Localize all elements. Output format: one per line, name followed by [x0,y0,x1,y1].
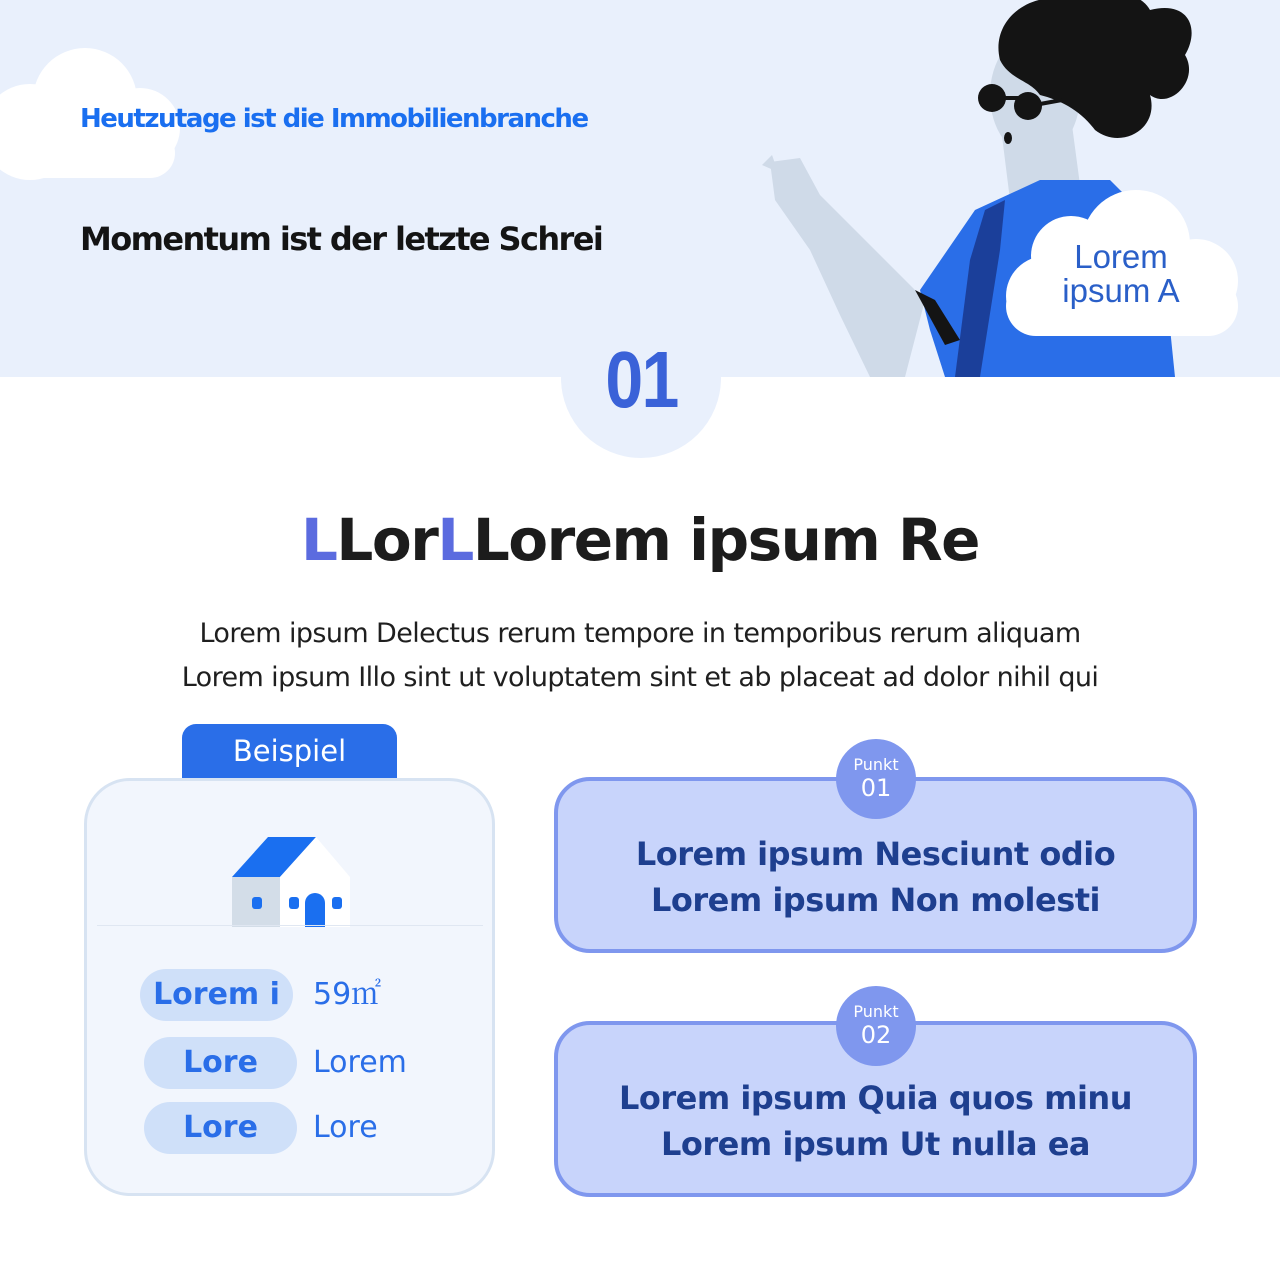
hero-subtitle: Heutzutage ist die Immobilienbranche [80,104,588,134]
description [0,612,1280,700]
row-label: Lorem i [140,969,293,1021]
cloud-badge [996,186,1246,346]
point-line2: Lorem ipsum Non molesti [650,881,1101,919]
row-value: Lorem [313,1045,407,1080]
card-divider [97,925,483,926]
description-line2: Lorem ipsum Illo sint ut voluptatem sint et ab placeat ad dolor nihil qui [181,662,1099,693]
row-value: Lore [313,1110,378,1145]
section-number-circle [561,298,721,458]
badge-number: 02 [860,1021,892,1049]
badge-label: Punkt [853,1002,899,1021]
main-title-part4: Lorem ipsum Re [472,506,980,574]
cloud-badge-line1: Lorem [1074,238,1168,275]
row-value: 59㎡ [313,977,382,1012]
example-tab: Beispiel [182,724,397,780]
example-card [84,778,495,1196]
main-title [0,506,1280,574]
section-number: 01 [604,335,678,424]
point-badge-1 [836,739,916,819]
row-label: Lore [144,1102,297,1154]
main-title-part2: Lor [336,506,438,574]
cloud-badge-text [1036,240,1206,308]
cloud-decoration [0,0,200,200]
point-line1: Lorem ipsum Quia quos minu [619,1079,1132,1117]
point-line1: Lorem ipsum Nesciunt odio [635,835,1116,873]
description-line1: Lorem ipsum Delectus rerum tempore in temporibus rerum aliquam [199,618,1081,649]
house-icon [232,837,352,929]
main-title-part3: L [437,506,473,574]
hero-headline: Momentum ist der letzte Schrei [80,220,603,258]
main-title-part1: L [300,506,337,574]
point-text [558,831,1193,923]
badge-label: Punkt [853,755,899,774]
point-line2: Lorem ipsum Ut nulla ea [661,1125,1090,1163]
row-label: Lore [144,1037,297,1089]
badge-number: 01 [860,774,892,802]
point-badge-2 [836,986,916,1066]
cloud-badge-line2: ipsum A [1062,272,1180,309]
point-text [558,1075,1193,1167]
